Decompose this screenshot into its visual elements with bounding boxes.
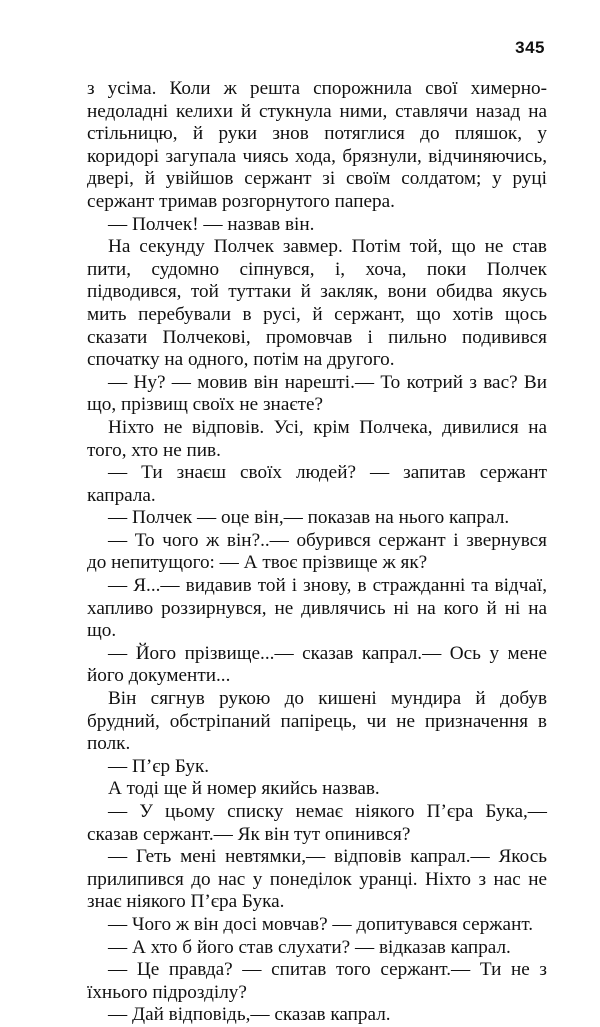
paragraph: — Я...— видавив той і знову, в стражданні та відчаї, хапливо роззирнувся, не дивлячись ні на кого й ні на що.	[87, 575, 547, 642]
paragraph: Ніхто не відповів. Усі, крім Полчека, дивилися на того, хто не пив.	[87, 416, 547, 461]
paragraph: На секунду Полчек завмер. Потім той, що не став пити, судомно сіпнувся, і, хоча, поки Полчек підводився, той туттаки й закляк, вони обидва якусь мить перебували в русі, й сержант, що хотів щось сказати Полчекові, промовчав і пильно подивився спочатку на одного, потім на другого.	[87, 236, 547, 371]
paragraph: — Дай відповідь,— сказав капрал.	[108, 1004, 391, 1026]
paragraph: з усіма. Коли ж решта спорожнила свої химерно-недоладні келихи й стукнула ними, ставлячи назад на стільницю, й руки знов потяглися до пляшок, у коридорі загупала чиясь хода, брязнули, відчиняючись, двері, й увійшов сержант зі своїм солдатом; у руці сержант тримав розгорнутого папера.	[87, 78, 547, 212]
page-number: 345	[515, 38, 545, 57]
paragraph: — П’єр Бук.	[108, 755, 210, 777]
page-text	[87, 78, 547, 1027]
paragraph: А тоді ще й номер якийсь назвав.	[108, 778, 380, 800]
paragraph: — У цьому списку немає ніякого П’єра Бука,— сказав сержант.— Як він тут опинився?	[87, 801, 547, 845]
paragraph: Він сягнув рукою до кишені мундира й добув брудний, обстріпаний папірець, чи не призначення в полк.	[87, 688, 547, 755]
paragraph: — Чого ж він досі мовчав? — допитувався сержант.	[108, 913, 534, 935]
paragraph: — То чого ж він?..— обурився сержант і звернувся до непитущого: — А твоє прізвище ж як?	[87, 529, 547, 574]
paragraph: — Полчек — оце він,— показав на нього капрал.	[108, 507, 510, 529]
paragraph: — Ну? — мовив він нарешті.— То котрий з вас? Ви що, прізвищ своїх не знаєте?	[87, 371, 547, 416]
paragraph: — А хто б його став слухати? — відказав капрал.	[108, 936, 511, 958]
paragraph: — Ти знаєш своїх людей? — запитав сержант капрала.	[87, 462, 547, 506]
paragraph: — Його прізвище...— сказав капрал.— Ось у мене його документи...	[87, 642, 547, 687]
paragraph: — Геть мені невтямки,— відповів капрал.— Якось прилипився до нас у понеділок уранці. Ніхто з нас не знає ніякого П’єра Бука.	[87, 846, 547, 913]
paragraph: — Це правда? — спитав того сержант.— Ти не з їхнього підрозділу?	[87, 959, 547, 1003]
paragraph: — Полчек! — назвав він.	[108, 213, 315, 235]
